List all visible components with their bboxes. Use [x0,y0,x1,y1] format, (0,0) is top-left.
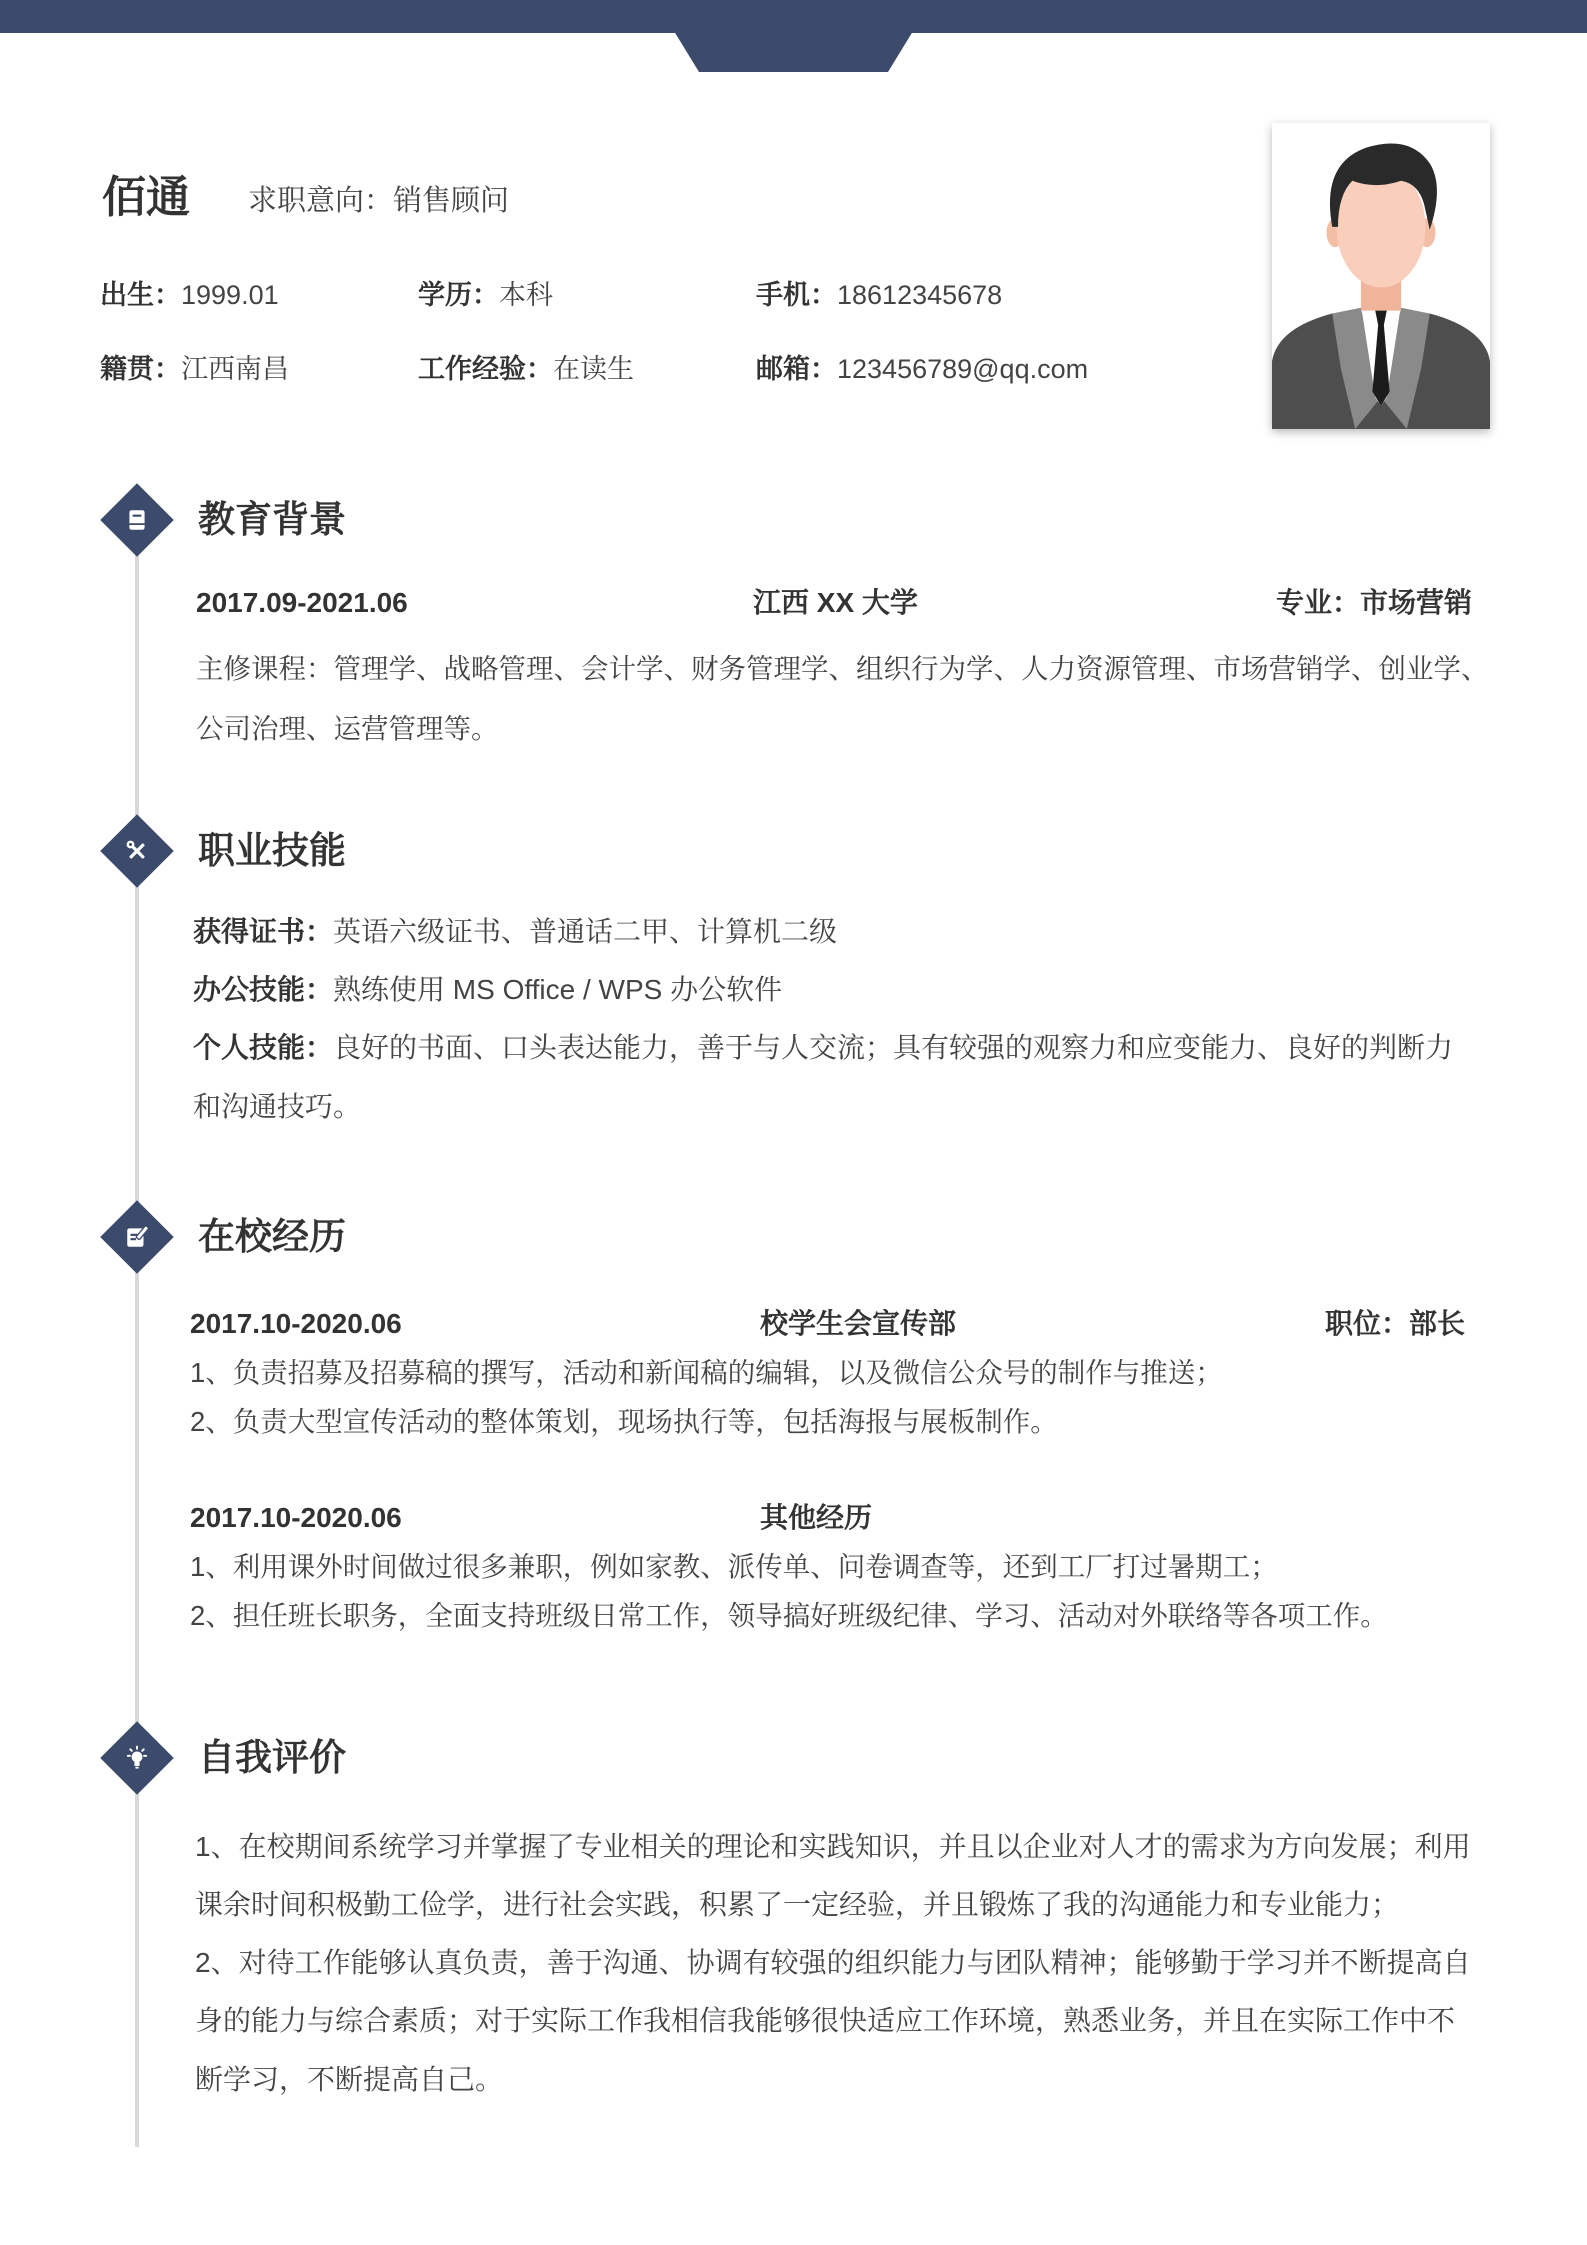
section-title-skills: 职业技能 [198,830,346,871]
skill-office [193,970,782,1010]
section-title-campus: 在校经历 [198,1216,346,1257]
section-title-self-eval: 自我评价 [198,1737,346,1778]
self-eval-line: 1、在校期间系统学习并掌握了专业相关的理论和实践知识，并且以企业对人才的需求为方向发展；利用 [195,1831,1471,1862]
skill-text: 英语六级证书、普通话二甲、计算机二级 [333,916,838,947]
info-label: 邮箱： [756,354,837,384]
education-courses-line: 主修课程：管理学、战略管理、会计学、财务管理学、组织行为学、人力资源管理、市场营销学、创业学、 [196,653,1489,684]
skill-text: 熟练使用 MS Office / WPS 办公软件 [333,974,783,1005]
info-value: 在读生 [553,354,634,384]
info-education [418,275,553,315]
info-value: 1999.01 [181,280,279,310]
job-objective: 求职意向：销售顾问 [248,185,510,217]
book-icon [124,507,150,533]
campus-entry-line: 2、担任班长职务，全面支持班级日常工作，领导搞好班级纪律、学习、活动对外联络等各项工作。 [190,1600,1388,1631]
info-email [756,349,1088,389]
lightbulb-icon [124,1745,150,1771]
skill-personal-continued: 和沟通技巧。 [193,1091,362,1122]
education-school: 江西 XX 大学 [753,587,918,618]
edit-icon [124,1224,150,1250]
self-eval-line: 2、对待工作能够认真负责，善于沟通、协调有较强的组织能力与团队精神；能够勤于学习并不断提高自 [195,1947,1471,1978]
skill-label: 办公技能： [193,974,334,1005]
info-value: 123456789@qq.com [837,354,1089,384]
campus-entry-org: 其他经历 [760,1502,873,1533]
info-value: 本科 [499,280,553,310]
avatar-illustration [1272,123,1490,429]
info-label: 籍贯： [100,354,181,384]
campus-entry-role: 职位：部长 [1324,1308,1465,1339]
tools-icon [124,838,150,864]
campus-entry-line: 2、负责大型宣传活动的整体策划，现场执行等，包括海报与展板制作。 [190,1406,1058,1437]
campus-entry-line: 1、负责招募及招募稿的撰写，活动和新闻稿的编辑，以及微信公众号的制作与推送； [190,1357,1223,1388]
profile-photo [1272,123,1490,429]
info-experience [418,349,634,389]
timeline-line [135,520,139,2147]
skill-label: 获得证书： [193,916,334,947]
info-phone [756,275,1002,315]
education-date: 2017.09-2021.06 [196,587,408,618]
section-title-education: 教育背景 [198,499,346,540]
education-courses-line: 公司治理、运营管理等。 [196,713,499,744]
skill-certificates [193,912,837,952]
campus-entry-line: 1、利用课外时间做过很多兼职，例如家教、派传单、问卷调查等，还到工厂打过暑期工； [190,1551,1278,1582]
self-eval-line: 断学习，不断提高自己。 [195,2064,504,2095]
info-hometown [100,349,289,389]
campus-entry-date: 2017.10-2020.06 [190,1502,402,1533]
info-value: 18612345678 [837,280,1003,310]
self-eval-line: 身的能力与综合素质；对于实际工作我相信我能够很快适应工作环境，熟悉业务，并且在实际工作中不 [195,2005,1456,2036]
info-label: 手机： [756,280,837,310]
skill-text: 良好的书面、口头表达能力，善于与人交流；具有较强的观察力和应变能力、良好的判断力 [333,1032,1454,1063]
top-banner [0,0,1587,72]
skill-personal [193,1028,1453,1068]
info-label: 工作经验： [418,354,553,384]
campus-entry-org: 校学生会宣传部 [760,1308,957,1339]
skill-label: 个人技能： [193,1032,334,1063]
info-value: 江西南昌 [181,354,289,384]
campus-entry-date: 2017.10-2020.06 [190,1308,402,1339]
info-label: 学历： [418,280,499,310]
info-label: 出生： [100,280,181,310]
self-eval-line: 课余时间积极勤工俭学，进行社会实践，积累了一定经验，并且锻炼了我的沟通能力和专业能力； [195,1889,1400,1920]
top-tab [655,0,932,72]
education-major: 专业：市场营销 [1275,587,1472,618]
info-birth [100,275,279,315]
candidate-name: 佰通 [102,173,190,222]
